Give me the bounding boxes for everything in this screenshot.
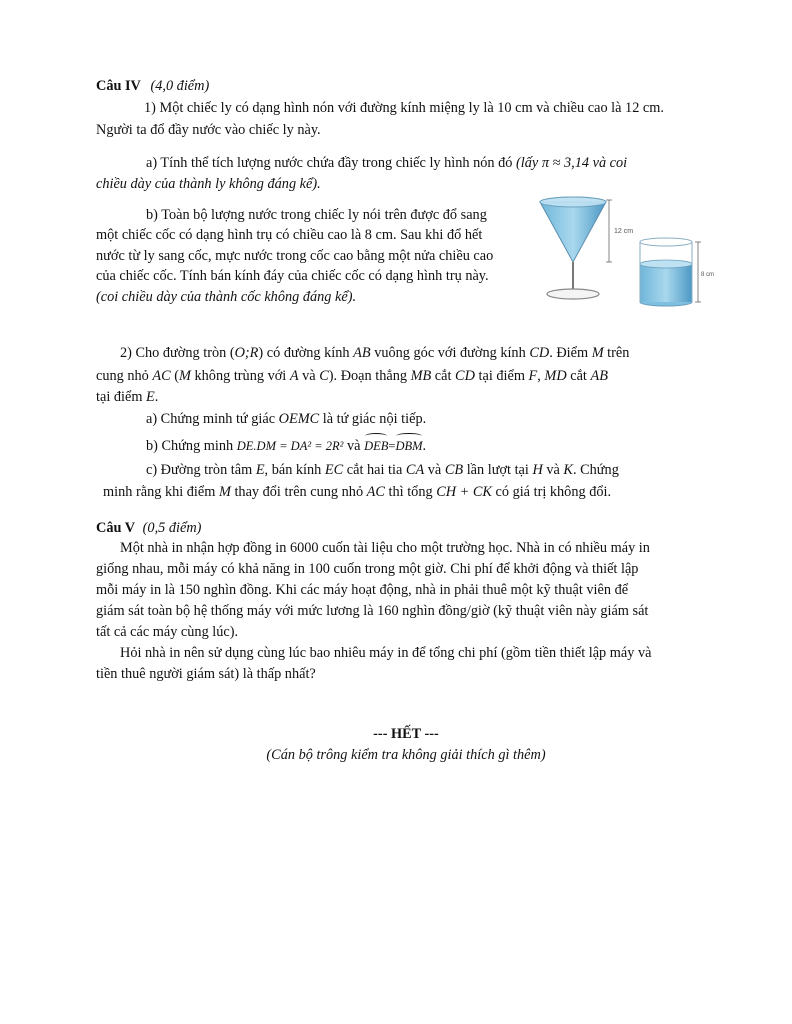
q4-p2a <box>146 409 426 429</box>
math-symbol: CA <box>405 462 425 478</box>
q5-line4: giám sát toàn bộ hệ thống máy với mức lương là 160 nghìn đồng/giờ (kỹ thuật viên này giám sát <box>96 603 649 619</box>
text-run: và <box>542 462 564 478</box>
q4-p2-line3-post: . <box>154 389 159 405</box>
q5-heading: Câu V <box>96 520 136 536</box>
text-run: trên <box>603 345 630 361</box>
q4-p2a-post: là tứ giác nội tiếp. <box>322 411 427 427</box>
q5-line2: giống nhau, mỗi máy có khả năng in 100 cuốn trong một giờ. Chi phí để khởi động và thiết lập <box>96 561 639 577</box>
text-run: ). Đoạn thẳng <box>328 368 411 384</box>
q4-p2c-line1 <box>146 460 619 480</box>
q4-p2-line3-var: E <box>146 389 155 405</box>
text-run: cắt hai tia <box>343 462 406 478</box>
text-run: cắt <box>431 368 456 384</box>
q4-p2b-equation: DE.DM = DA² = 2R² <box>236 439 344 453</box>
q4-b-line4: của chiếc cốc. Tính bán kính đáy của chiếc cốc có dạng hình trụ này. <box>96 268 489 284</box>
q4-p2-line3-pre: tại điểm <box>96 389 143 405</box>
q5-line1: Một nhà in nhận hợp đồng in 6000 cuốn tài liệu cho một trường học. Nhà in có nhiều máy in <box>120 540 650 556</box>
text-run: cung nhỏ <box>96 368 153 384</box>
q4-p2c-line1-segments <box>146 462 619 478</box>
q4-a-line2: chiều dày của thành ly không đáng kể). <box>96 176 321 192</box>
q5-heading-line <box>96 518 201 538</box>
text-run: ) có đường kính <box>258 345 354 361</box>
text-run: không trùng với <box>190 368 290 384</box>
math-symbol: CD <box>529 345 550 361</box>
math-symbol: K <box>563 462 573 478</box>
q5-line3: mỗi máy in là 150 nghìn đồng. Khi các máy hoạt động, nhà in phải thuê một kỹ thuật viên để <box>96 582 629 598</box>
math-symbol: O;R <box>234 345 259 361</box>
text-run: minh rằng khi điểm <box>103 484 219 500</box>
arc-deb: DEB <box>364 436 388 456</box>
q4-p2a-var: OEMC <box>278 411 320 427</box>
text-run: và <box>424 462 445 478</box>
q4-p2a-pre: a) Chứng minh tứ giác <box>146 411 276 427</box>
math-symbol: M <box>591 345 604 361</box>
math-symbol: CB <box>444 462 464 478</box>
q4-b-line5: (coi chiều dày của thành cốc không đáng kể). <box>96 289 357 305</box>
text-run: , bán kính <box>264 462 325 478</box>
q4-p2b <box>146 436 426 456</box>
q5-line7: tiền thuê người giám sát) là thấp nhất? <box>96 666 316 682</box>
q4-a-line1 <box>146 153 627 173</box>
q4-heading-line <box>96 76 209 96</box>
q4-p2-line2 <box>96 366 608 386</box>
math-symbol: E <box>255 462 265 478</box>
q4-p2c-line2-segments <box>103 484 611 500</box>
q4-b-line3: nước từ ly sang cốc, mực nước trong cốc cao bằng một nửa chiều cao <box>96 248 494 264</box>
cylinder-height-label: 8 cm <box>701 272 715 278</box>
q4-p2-line1 <box>120 343 629 363</box>
q4-p1-line1: 1) Một chiếc ly có dạng hình nón với đường kính miệng ly là 10 cm và chiều cao là 12 cm. <box>144 100 664 116</box>
math-symbol: CH + CK <box>436 484 492 500</box>
cone-glass <box>540 197 606 299</box>
math-symbol: AB <box>590 368 608 384</box>
q4-a-note-post: và coi <box>592 155 628 171</box>
q4-a-text: a) Tính thể tích lượng nước chứa đầy trong chiếc ly hình nón đó <box>146 155 513 171</box>
q4-b-line2: một chiếc cốc có dạng hình trụ có chiều cao là 8 cm. Sau khi đổ hết <box>96 227 483 243</box>
q4-b-line1: b) Toàn bộ lượng nước trong chiếc ly nói trên được đổ sang <box>146 207 487 223</box>
q4-a-pi: π ≈ 3,14 <box>541 155 590 171</box>
math-symbol: MD <box>544 368 567 384</box>
text-run: 2) Cho đường tròn ( <box>120 345 235 361</box>
q4-p2-line1-segments <box>120 345 629 361</box>
text-run: c) Đường tròn tâm <box>146 462 256 478</box>
q4-p2b-pre: b) Chứng minh <box>146 438 234 454</box>
q4-p2b-and: và <box>346 438 361 454</box>
text-run: tại điểm <box>474 368 529 384</box>
math-symbol: AC <box>152 368 171 384</box>
cone-height-dimension <box>606 200 633 262</box>
math-symbol: EC <box>324 462 344 478</box>
text-run: cắt <box>566 368 591 384</box>
q4-p2c-line2 <box>103 482 611 502</box>
q4-p2-line2-segments <box>96 368 608 384</box>
text-run: có giá trị không đổi. <box>491 484 612 500</box>
q4-a-note-pre: (lấy <box>516 155 539 171</box>
cone-cylinder-figure <box>533 190 728 308</box>
math-symbol: M <box>179 368 191 384</box>
math-symbol: C <box>319 368 329 384</box>
math-symbol: M <box>218 484 231 500</box>
cylinder-cup <box>640 238 692 306</box>
text-run: ( <box>170 368 180 384</box>
math-symbol: F <box>528 368 538 384</box>
end-marker: --- HẾT --- <box>373 726 439 742</box>
arc-dbm: DBM <box>395 436 422 456</box>
math-symbol: MB <box>410 368 432 384</box>
text-run: thay đổi trên cung nhỏ <box>230 484 367 500</box>
q4-p1-line2: Người ta đổ đầy nước vào chiếc ly này. <box>96 122 321 138</box>
q4-points: (4,0 điểm) <box>150 78 210 94</box>
q5-line5: tất cả các máy cùng lúc). <box>96 624 239 640</box>
text-run: lần lượt tại <box>463 462 533 478</box>
q4-p2-line3 <box>96 387 158 407</box>
cylinder-height-dimension <box>695 242 714 302</box>
math-symbol: AC <box>366 484 385 500</box>
text-run: . Chứng <box>572 462 619 478</box>
text-run: , <box>537 368 545 384</box>
text-run: và <box>298 368 320 384</box>
q5-line6: Hỏi nhà in nên sử dụng cùng lúc bao nhiêu máy in để tổng chi phí (gồm tiền thiết lập máy và <box>120 645 652 661</box>
math-symbol: CD <box>455 368 475 384</box>
cone-height-label: 12 cm <box>614 228 634 235</box>
math-symbol: AB <box>353 345 371 361</box>
q5-points: (0,5 điểm) <box>142 520 202 536</box>
footer-note: (Cán bộ trông kiểm tra không giải thích gì thêm) <box>266 747 546 763</box>
math-symbol: H <box>532 462 543 478</box>
text-run: . Điểm <box>549 345 592 361</box>
math-symbol: A <box>289 368 299 384</box>
q4-heading: Câu IV <box>96 78 141 94</box>
text-run: vuông góc với đường kính <box>370 345 530 361</box>
q4-p2b-end: . <box>422 438 427 454</box>
text-run: thì tổng <box>384 484 437 500</box>
q4-p2b-eqsign: = <box>388 439 396 453</box>
